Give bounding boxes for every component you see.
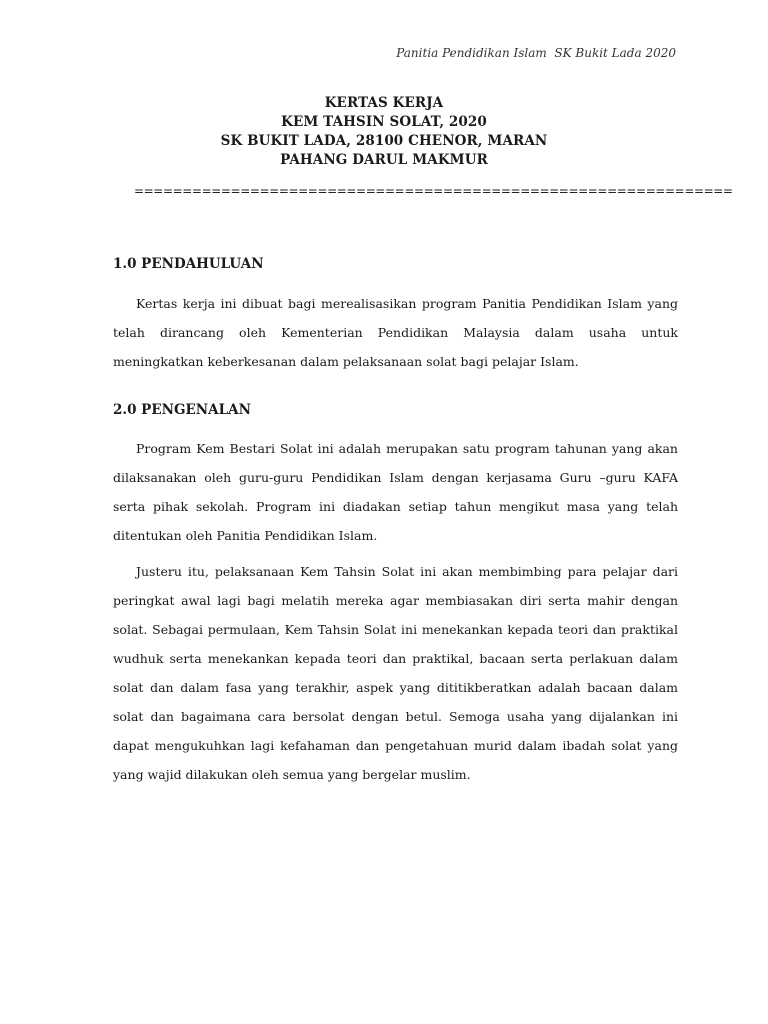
title-line-1: KERTAS KERJA — [324, 95, 444, 111]
section-heading-pengenalan: 2.0 PENGENALAN — [113, 402, 251, 418]
paragraph: Kertas kerja ini dibuat bagi merealisasikan program Panitia Pendidikan Islam yang telah dirancang oleh Kementerian Pendidikan Malaysia dalam usaha untuk meningkatkan keberkesanan dalam pelaksanaan solat bagi pelajar Islam. — [113, 296, 678, 369]
paragraph: Justeru itu, pelaksanaan Kem Tahsin Solat ini akan membimbing para pelajar dari peringkat awal lagi bagi melatih mereka agar membiasakan diri serta mahir dengan solat. Sebagai permulaan, Kem Tahsin Solat ini menekankan kepada teori dan praktikal wudhuk serta menekankan kepada teori dan praktikal, bacaan serta perlakuan dalam solat dan dalam fasa yang terakhir, aspek yang dititikberatkan adalah bacaan dalam solat dan bagaimana cara bersolat dengan betul. Semoga usaha yang dijalankan ini dapat mengukuhkan lagi kefahaman dan pengetahuan murid dalam ibadah solat yang yang wajid dilakukan oleh semua yang bergelar muslim. — [113, 564, 678, 782]
document-title — [0, 94, 768, 170]
paragraph: Program Kem Bestari Solat ini adalah merupakan satu program tahunan yang akan dilaksanakan oleh guru-guru Pendidikan Islam dengan kerjasama Guru –guru KAFA serta pihak sekolah. Program ini diadakan setiap tahun mengikut masa yang telah ditentukan oleh Panitia Pendidikan Islam. — [113, 441, 678, 543]
title-line-2: KEM TAHSIN SOLAT, 2020 — [281, 114, 487, 130]
section-heading-pendahuluan: 1.0 PENDAHULUAN — [113, 256, 264, 272]
title-line-4: PAHANG DARUL MAKMUR — [280, 152, 488, 168]
title-line-3: SK BUKIT LADA, 28100 CHENOR, MARAN — [220, 133, 548, 149]
separator-line: ============================================================== — [134, 184, 733, 198]
page-header: Panitia Pendidikan Islam SK Bukit Lada 2020 — [396, 46, 676, 60]
